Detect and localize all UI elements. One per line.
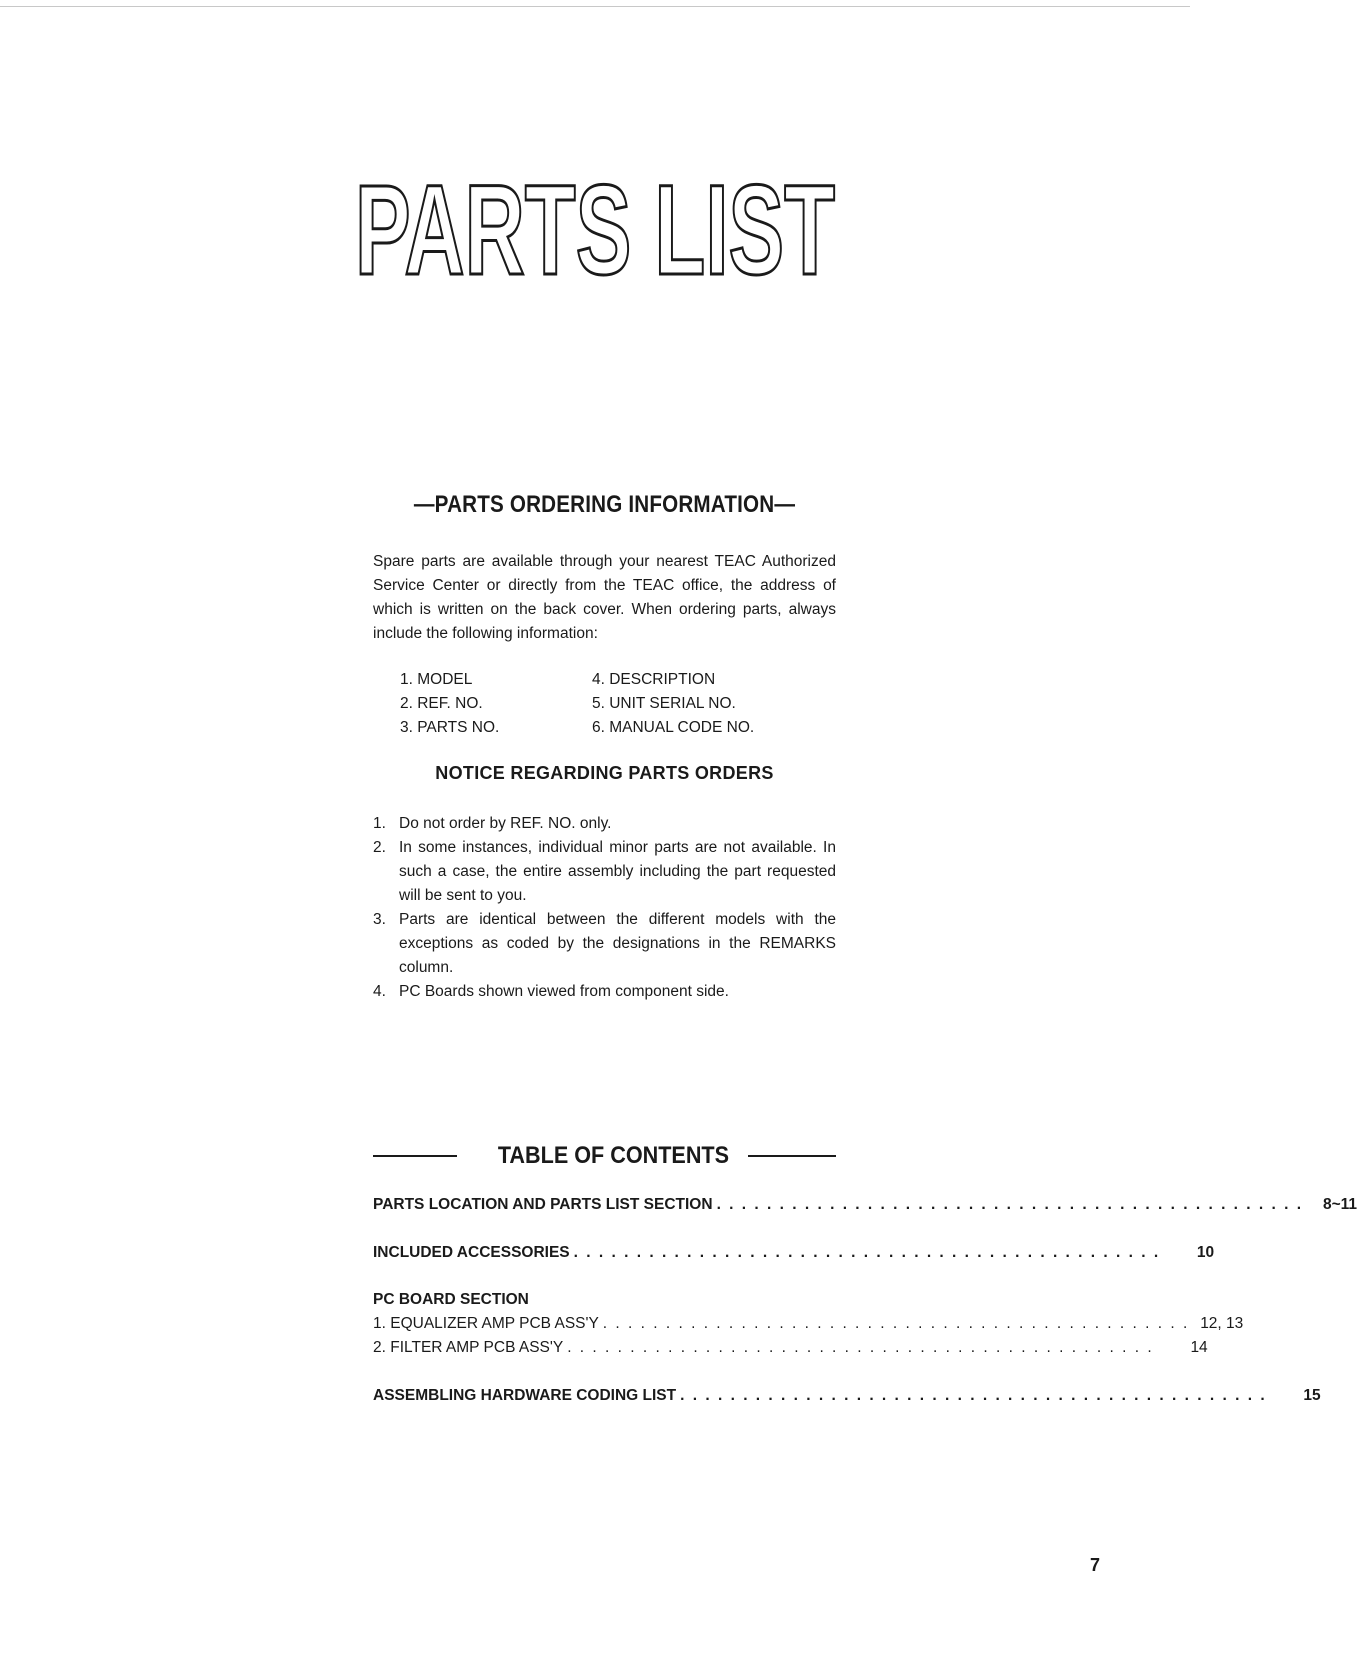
toc-leader-dots [713,1194,1308,1216]
toc-title-rule-left [373,1155,457,1157]
toc-entry-page: 10 [1196,1244,1215,1261]
toc-entry-label: INCLUDED ACCESSORIES [373,1244,570,1261]
page-title-text: PARTS LIST [355,159,835,302]
top-scan-rule [0,6,1190,7]
info-item: 1. MODEL [400,671,473,688]
toc-entry [373,1194,1357,1216]
notice-text: In some instances, individual minor parts are not available. In such a case, the entire assembly including the part requested will be sent to you. [399,839,836,904]
toc-entry-page: 15 [1303,1387,1321,1404]
toc-entry-label: ASSEMBLING HARDWARE CODING LIST [373,1387,677,1404]
toc-entry [373,1242,1215,1264]
notice-text: PC Boards shown viewed from component side. [399,983,729,1000]
toc-section-heading [373,1289,836,1311]
notice-number: 4. [373,983,386,1000]
toc-entry-page: 8~11 [1323,1196,1357,1213]
notice-list [373,812,836,1004]
toc-title [373,1142,836,1170]
info-item: 3. PARTS NO. [400,719,500,736]
toc-leader-dots [570,1242,1165,1264]
notice-text: Do not order by REF. NO. only. [399,815,612,832]
info-item: 4. DESCRIPTION [592,671,716,688]
ordering-info-list [400,668,820,740]
toc-leader-dots [599,1313,1194,1335]
toc-entry-label: PC BOARD SECTION [373,1291,529,1308]
info-item: 6. MANUAL CODE NO. [592,719,755,736]
notice-item [373,836,836,908]
page-title [0,159,1190,302]
toc-entry-label: 1. EQUALIZER AMP PCB ASS'Y [373,1315,599,1332]
toc-entry-label: 2. FILTER AMP PCB ASS'Y [373,1339,564,1356]
info-item: 5. UNIT SERIAL NO. [592,695,736,712]
page-number: 7 [1090,1555,1101,1575]
ordering-paragraph: Spare parts are available through your nearest TEAC Authorized Service Center or directly from the TEAC office, the address of which is written on the back cover. When ordering parts, always include the following information: [373,553,836,642]
toc-entry-page: 14 [1190,1339,1208,1356]
notice-number: 1. [373,815,386,832]
info-item: 2. REF. NO. [400,695,483,712]
outlined-title-graphic [350,159,840,302]
notice-item [373,908,836,980]
toc-leader-dots [676,1385,1271,1407]
toc-entry-label: PARTS LOCATION AND PARTS LIST SECTION [373,1196,713,1213]
notice-item [373,812,836,836]
notice-title: NOTICE REGARDING PARTS ORDERS [435,763,774,783]
toc-entry-page: 12, 13 [1200,1315,1244,1332]
notice-item [373,980,836,1004]
toc-entry [373,1313,1244,1335]
toc-leader-dots [563,1337,1158,1359]
ordering-heading: —PARTS ORDERING INFORMATION— [413,491,796,518]
notice-number: 2. [373,839,386,856]
toc-title-text: TABLE OF CONTENTS [497,1142,730,1169]
toc-entry [373,1337,1208,1359]
toc-title-rule-right [748,1155,836,1157]
notice-number: 3. [373,911,386,928]
toc-entry [373,1385,1321,1407]
notice-text: Parts are identical between the different models with the exceptions as coded by the designations in the REMARKS column. [399,911,836,976]
